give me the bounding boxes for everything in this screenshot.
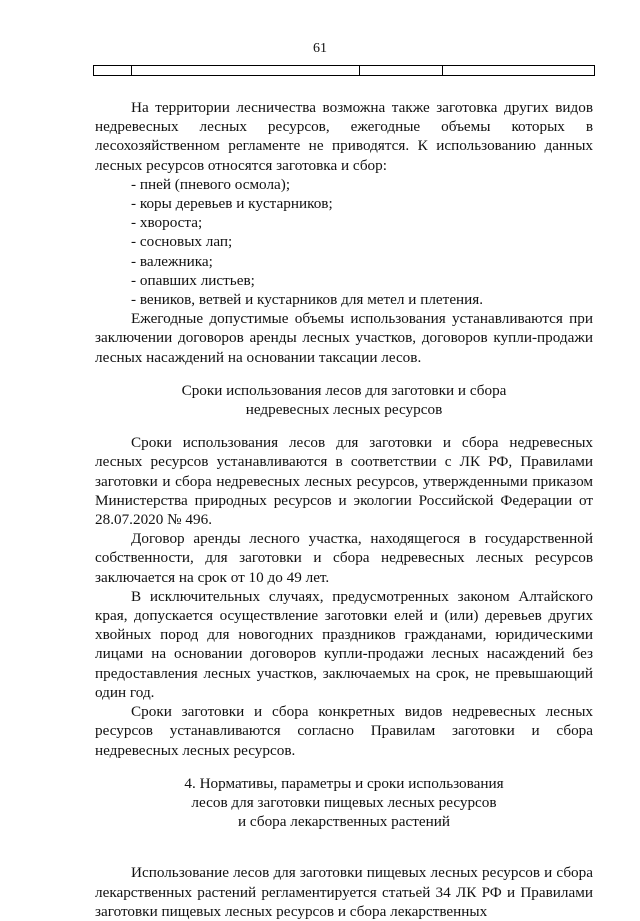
page-number: 61 (313, 41, 327, 56)
section-heading: Сроки использования лесов для заготовки и сбора (181, 381, 507, 399)
paragraph: Сроки использования лесов для заготовки и сбора недревесных лесных ресурсов устанавливаются в соответствии с ЛК РФ, Правилами заготовки и сбора недревесных лесных ресурсов, утвержденными приказом Министерства природных ресурсов и экологии Российской Федерации от 28.07.2020 № 496. (95, 434, 593, 529)
list-item: - валежника; (131, 252, 213, 270)
paragraph-intro: На территории лесничества возможна также заготовка других видов недревесных лесных ресурсов, ежегодные объемы которых в лесохозяйственном регламенте не приводятся. К использованию данных лесных ресурсов относятся заготовка и сбор: (95, 99, 593, 174)
paragraph-volumes: Ежегодные допустимые объемы использования устанавливаются при заключении договоров аренды лесных участков, договоров купли-продажи лесных насаждений на основании таксации лесов. (95, 310, 593, 366)
list-item: - сосновых лап; (131, 233, 233, 251)
list-item: - веников, ветвей и кустарников для метел и плетения. (131, 291, 484, 309)
list-item: - пней (пневого осмола); (131, 175, 291, 193)
section-heading: 4. Нормативы, параметры и сроки использования (184, 774, 504, 792)
list-item: - опавших листьев; (131, 271, 255, 289)
paragraph: В исключительных случаях, предусмотренных законом Алтайского края, допускается осуществление заготовки елей и (или) деревьев других хвойных пород для новогодних праздников гражданами, юридическими лицами на основании договоров купли-продажи лесных насаждений без предоставления лесных участков, заключаемых на срок, не превышающий один год. (95, 587, 593, 701)
paragraph: Договор аренды лесного участка, находящегося в государственной собственности, для заготовки и сбора недревесных лесных ресурсов заключается на срок от 10 до 49 лет. (95, 530, 593, 586)
header-table-cell (443, 66, 594, 75)
paragraph: Использование лесов для заготовки пищевых лесных ресурсов и сбора лекарственных растений регламентируется статьей 34 ЛК РФ и Правилами заготовки пищевых лесных ресурсов и сбора лекарственных (95, 864, 593, 920)
list-item: - коры деревьев и кустарников; (131, 195, 333, 213)
document-body (95, 98, 593, 921)
section-heading: лесов для заготовки пищевых лесных ресурсов (191, 793, 497, 811)
paragraph: Сроки заготовки и сбора конкретных видов недревесных лесных ресурсов устанавливаются согласно Правилам заготовки и сбора недревесных лесных ресурсов. (95, 703, 593, 759)
section-heading: и сбора лекарственных растений (238, 813, 450, 831)
list-item: - хвороста; (131, 214, 203, 232)
header-table (93, 65, 595, 76)
header-table-cell (132, 66, 360, 75)
header-table-cell (94, 66, 132, 75)
section-heading: недревесных лесных ресурсов (245, 401, 443, 419)
header-table-cell (360, 66, 443, 75)
